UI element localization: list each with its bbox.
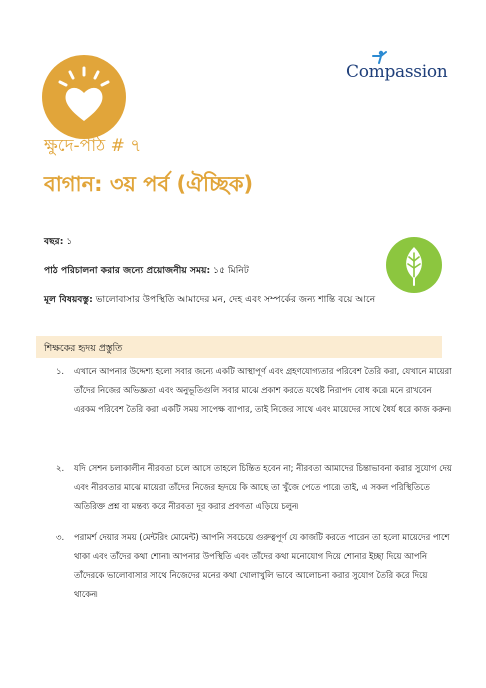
- meta-year: [44, 234, 72, 249]
- list-item-number: ২.: [56, 463, 65, 473]
- time-value: ১৫ মিনিট: [213, 265, 249, 276]
- list-item: [56, 362, 452, 419]
- list-item: [56, 459, 452, 516]
- list-item-text: যদি সেশন চলাকালীন নীরবতা চলে আসে তাহলে চিন্তিত হবেন না; নীরবতা আমাদের চিন্তাভাবনা করার সুযোগ দেয় এবং নীরবতার মাঝে মায়েরা তাঁদের নিজের হৃদয়ে কি আছে তা খুঁজে পেতে পারে৷ তাই, এ সকল পরিস্থিতিতে অতিরিক্ত প্রশ্ন বা মন্তব্য করে নীরবতা দূর করার প্রবণতা এড়িয়ে চলুন৷: [74, 463, 452, 511]
- section-heading-band: [36, 336, 442, 358]
- list-item-number: ৩.: [56, 532, 65, 542]
- list-item-text: পরামর্শ দেয়ার সময় (মেন্টরিং মোমেন্ট) আপনি সবচেয়ে গুরুত্বপূর্ণ যে কাজটি করতে পারেন তা হলো মায়েদের পাশে থাকা এবং তাঁদের কথা শোনা৷ আপনার উপস্থিতি এবং তাঁদের কথা মনোযোগ দিয়ে শোনার ইচ্ছা দিয়ে আপনি তাঁদেরকে ভালোবাসার সাথে নিজেদের মনের কথা খোলাখুলি ভাবে আলোচনা করার সুযোগ তৈরি করে দিয়ে থাকেন৷: [74, 532, 450, 599]
- time-label: পাঠ পরিচালনা করার জন্যে প্রয়োজনীয় সময়:: [44, 265, 211, 276]
- main-topic-value: ভালোবাসার উপস্থিতি আমাদের মন, দেহ এবং সম্পর্কের জন্য শান্তি বয়ে আনে: [95, 294, 376, 305]
- meta-main-topic: [44, 292, 375, 307]
- lesson-title: বাগান: ৩য় পর্ব (ঐচ্ছিক): [44, 172, 254, 196]
- section-heading: শিক্ষকের হৃদয় প্রস্তুতি: [44, 343, 123, 354]
- list-item-number: ১.: [56, 366, 65, 376]
- leaf-icon: [386, 237, 442, 293]
- list-item: [56, 528, 452, 604]
- brand-name: Compassion: [346, 62, 448, 82]
- year-value: ১: [66, 236, 73, 247]
- year-label: বছর:: [44, 236, 64, 247]
- heart-logo-icon: [42, 55, 126, 139]
- meta-time: [44, 263, 249, 278]
- lesson-subtitle: ক্ষুদে-পাঠ # ৭: [44, 136, 142, 156]
- compassion-logo: [338, 50, 453, 90]
- list-item-text: এখানে আপনার উদ্দেশ্য হলো সবার জন্যে একটি আস্থাপূর্ণ এবং গ্রহণযোগ্যতার পরিবেশ তৈরি করা, যেখানে মায়েরা তাঁদের নিজের অভিজ্ঞতা এবং অনুভূতিগুলি সবার মাঝে প্রকাশ করতে যথেষ্ট নিরাপদ বোধ করে৷ মনে রাখবেন এরকম পরিবেশ তৈরি করা একটি সময় সাপেক্ষ ব্যাপার, তাই নিজের সাথে এবং মায়েদের সাথে ধৈর্য ধরে কাজ করুন৷: [74, 366, 452, 414]
- main-topic-label: মূল বিষয়বস্তু:: [44, 294, 93, 305]
